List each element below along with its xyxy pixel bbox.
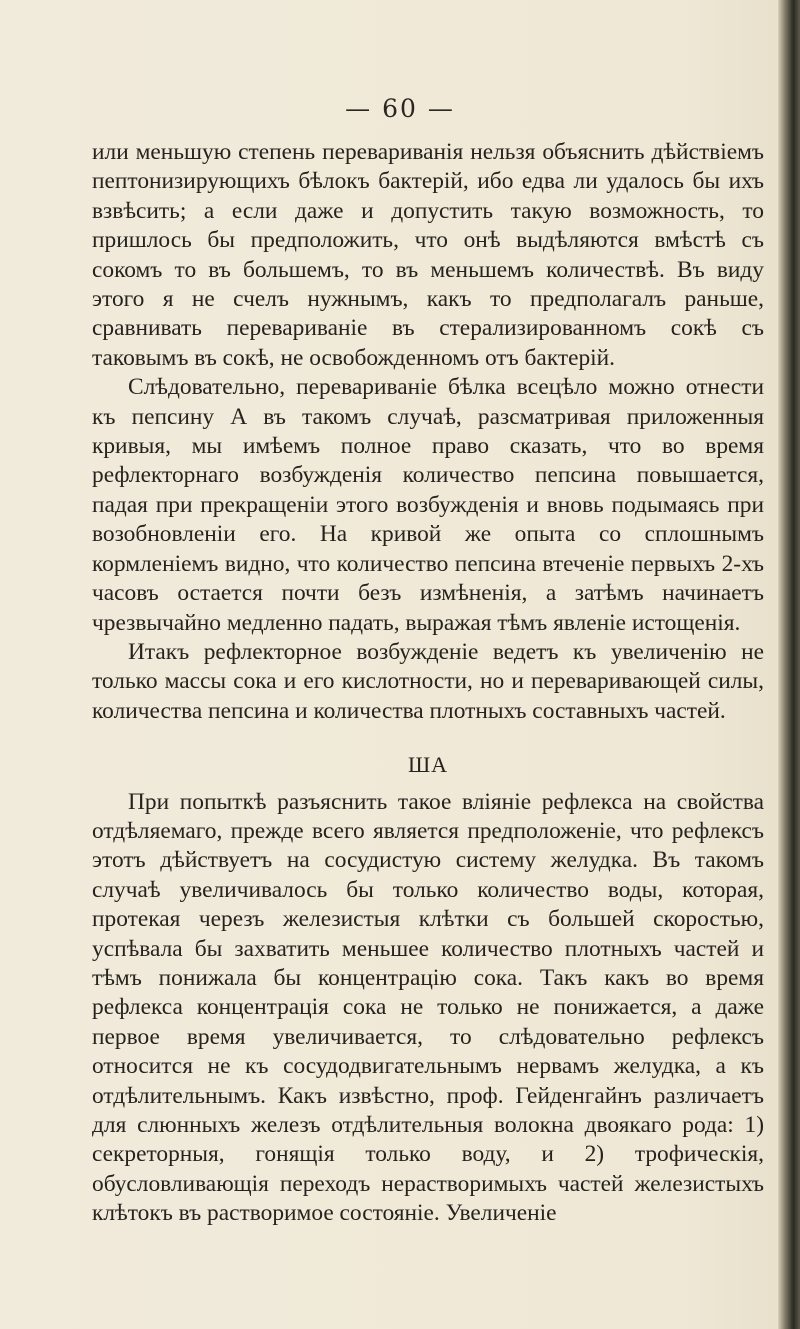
paragraph: Итакъ рефлекторное возбужденіе ведетъ къ увеличенію не только массы сока и его кислотности, но и переваривающей силы, количества пепсина и количества плотныхъ составныхъ частей.: [92, 638, 764, 724]
body-text: [92, 138, 764, 1229]
paragraph: Слѣдовательно, перевариваніе бѣлка всецѣло можно отнести къ пепсину А въ такомъ случаѣ, разсматривая приложенныя кривыя, мы имѣемъ полное право сказать, что во время рефлекторнаго возбужденія количество пепсина повышается, падая при прекращеніи этого возбужденія и вновь подымаясь при возобновленіи его. На кривой же опыта со сплошнымъ кормленіемъ видно, что количество пепсина втеченіе первыхъ 2-хъ часовъ остается почти безъ измѣненія, а затѣмъ начинаетъ чрезвычайно медленно падать, выражая тѣмъ явленіе истощенія.: [92, 374, 764, 636]
paragraph-continuation: или меньшую степень перевариванія нельзя объяснить дѣйствіемъ пептонизирующихъ бѣлокъ бактерій, ибо едва ли удалось бы ихъ взвѣсить; а если даже и допустить такую возможность, то пришлось бы предположить, что онѣ выдѣляются вмѣстѣ съ сокомъ то въ большемъ, то въ меньшемъ количествѣ. Въ виду этого я не счелъ нужнымъ, какъ то предполагалъ раньше, сравнивать перевариваніе въ стерализированномъ сокѣ съ таковымъ въ сокѣ, не освобожденномъ отъ бактерій.: [92, 139, 764, 371]
page-number: — 60 —: [345, 94, 455, 123]
paragraph: При попыткѣ разъяснить такое вліяніе рефлекса на свойства отдѣляемаго, прежде всего является предположеніе, что рефлексъ этотъ дѣйствуетъ на сосудистую систему желудка. Въ такомъ случаѣ увеличивалось бы только количество воды, которая, протекая черезъ железистыя клѣтки съ большей скоростью, успѣвала бы захватить меньшее количество плотныхъ частей и тѣмъ понижала бы концентрацію сока. Такъ какъ во время рефлекса концентрація сока не только не понижается, а даже первое время увеличивается, то слѣдовательно рефлексъ относится не къ сосудодвигательнымъ нервамъ желудка, а къ отдѣлительнымъ. Какъ извѣстно, проф. Гейденгайнъ различаетъ для слюнныхъ железъ отдѣлительныя волокна двоякаго рода: 1) секреторныя, гонящія только воду, и 2) трофическія, обусловливающія переходъ нерастворимыхъ частей железистыхъ клѣтокъ въ растворимое состояніе. Увеличеніе: [92, 788, 764, 1227]
section-heading: ША: [407, 752, 449, 778]
book-binding-edge: [778, 0, 800, 1329]
